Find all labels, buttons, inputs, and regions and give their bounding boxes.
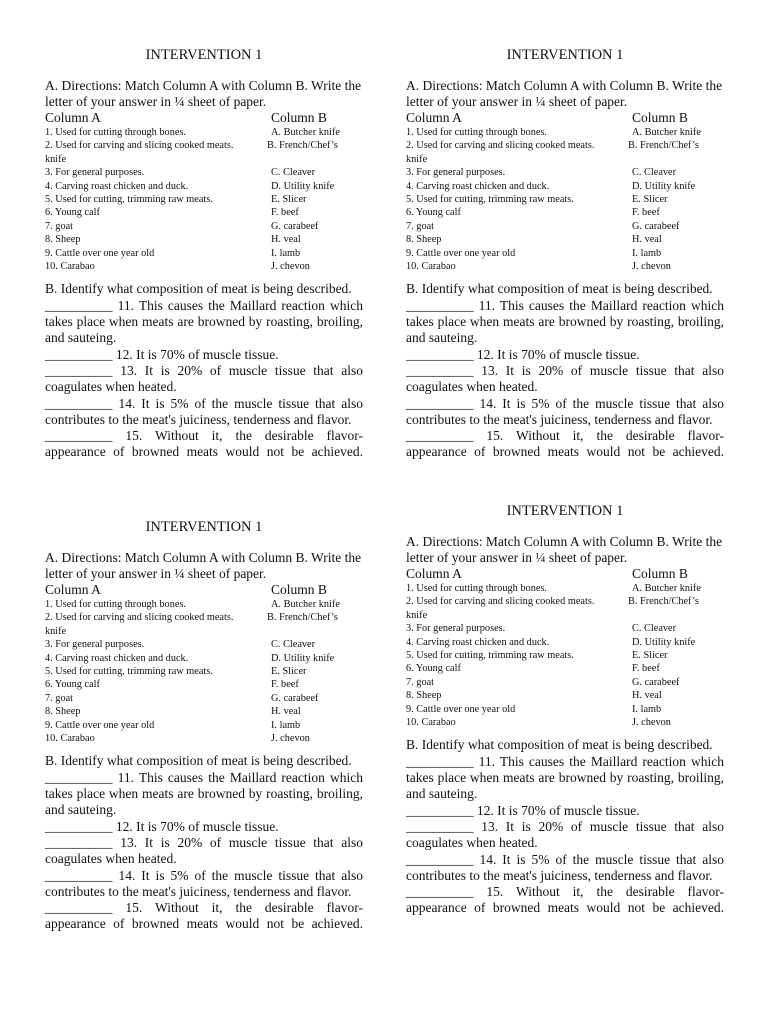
column-a-item: 6. Young calf: [45, 207, 100, 219]
column-a-item: 4. Carving roast chicken and duck.: [406, 180, 550, 192]
column-b-item: J. chevon: [632, 717, 671, 729]
identify-item: __________ 11. This causes the Maillard reaction which takes place when meats are browned by roasting, broiling, and sauteing.: [45, 769, 363, 818]
part-b-section: [45, 281, 363, 460]
column-b-item: C. Cleaver: [632, 167, 677, 179]
column-a-item: 9. Cattle over one year old: [45, 247, 155, 259]
column-b-item: A. Butcher knife: [632, 127, 701, 138]
identify-item: __________ 14. It is 5% of the muscle tissue that also contributes to the meat's juiciness, tenderness and flavor.: [45, 395, 363, 427]
match-row: [45, 247, 363, 260]
column-a-item: 1. Used for cutting through bones.: [45, 599, 186, 610]
column-b-item: E. Slicer: [632, 650, 668, 662]
column-b-header: Column B: [271, 110, 327, 125]
match-row: [45, 139, 363, 152]
part-b-heading: B. Identify what composition of meat is being described.: [406, 737, 713, 753]
column-a-item: 7. goat: [45, 220, 74, 232]
column-a-item: 2. Used for carving and slicing cooked meats.: [45, 140, 234, 152]
column-a-item: 2. Used for carving and slicing cooked meats.: [45, 612, 234, 624]
column-b-item: A. Butcher knife: [632, 583, 701, 594]
column-a-item: 4. Carving roast chicken and duck.: [406, 636, 550, 648]
column-headers: [45, 582, 363, 598]
column-a-item: 2. Used for carving and slicing cooked meats.: [406, 140, 595, 152]
column-a-item: 3. For general purposes.: [406, 167, 506, 179]
column-a-item: 9. Cattle over one year old: [406, 703, 516, 715]
column-a-item: 9. Cattle over one year old: [45, 719, 155, 731]
column-a-item: 3. For general purposes.: [45, 167, 145, 179]
column-b-item: D. Utility knife: [271, 180, 335, 192]
column-a-item: 3. For general purposes.: [45, 639, 145, 651]
match-row: [406, 582, 724, 595]
match-row: [45, 665, 363, 678]
column-a-item: 10. Carabao: [406, 261, 456, 273]
wrapped-text: knife: [406, 609, 428, 621]
match-row: [45, 652, 363, 665]
match-row: [406, 689, 724, 702]
column-b-item: D. Utility knife: [632, 636, 696, 648]
column-b-item: F. beef: [632, 207, 660, 219]
worksheet-bottom-right: [406, 502, 724, 917]
directions-text: A. Directions: Match Column A with Column B. Write the letter of your answer in ¼ sheet of paper.: [406, 534, 723, 565]
match-row: [406, 636, 724, 649]
column-b-item: J. chevon: [632, 261, 671, 273]
column-a-header: Column A: [406, 566, 462, 581]
column-headers: [45, 110, 363, 126]
worksheet-bottom-left: [45, 518, 363, 933]
match-row: [406, 622, 724, 635]
match-row: [45, 692, 363, 705]
column-a-item: 8. Sheep: [406, 234, 442, 246]
column-b-item: B. French/Chef’s: [267, 140, 338, 152]
column-b-item: B. French/Chef’s: [628, 140, 699, 152]
column-b-header: Column B: [632, 110, 688, 125]
column-a-item: 6. Young calf: [45, 679, 100, 691]
match-row: [406, 126, 724, 139]
identify-item: __________ 12. It is 70% of muscle tissue.: [406, 346, 640, 362]
worksheet-title: INTERVENTION 1: [145, 47, 263, 63]
match-row: [406, 703, 724, 716]
column-b-item: C. Cleaver: [271, 639, 316, 651]
column-b-item: E. Slicer: [632, 194, 668, 206]
directions-text: A. Directions: Match Column A with Column B. Write the letter of your answer in ¼ sheet of paper.: [45, 550, 362, 581]
column-b-item: H. veal: [632, 690, 662, 702]
column-b-item: I. lamb: [632, 703, 662, 715]
column-a-item: 3. For general purposes.: [406, 623, 506, 635]
identify-item: __________ 13. It is 20% of muscle tissue that also coagulates when heated.: [45, 834, 363, 867]
column-b-item: A. Butcher knife: [271, 599, 340, 610]
identify-item: __________ 15. Without it, the desirable flavor-appearance of browned meats would not be achieved.: [406, 884, 724, 916]
part-b-section: [406, 737, 724, 916]
part-b-heading: B. Identify what composition of meat is being described.: [406, 281, 713, 297]
wrapped-text: knife: [45, 153, 67, 165]
column-a-item: 5. Used for cutting, trimming raw meats.: [45, 194, 213, 206]
column-b-header: Column B: [271, 582, 327, 597]
worksheet-title: INTERVENTION 1: [506, 47, 624, 63]
column-a-item: 1. Used for cutting through bones.: [406, 583, 547, 594]
identify-item: __________ 13. It is 20% of muscle tissue that also coagulates when heated.: [406, 818, 724, 851]
column-b-item: A. Butcher knife: [271, 127, 340, 138]
column-a-item: 8. Sheep: [406, 690, 442, 702]
column-b-item: H. veal: [271, 706, 301, 718]
match-row: [406, 206, 724, 219]
match-row: [406, 260, 724, 273]
column-b-item: B. French/Chef’s: [628, 596, 699, 608]
identify-item: __________ 15. Without it, the desirable flavor-appearance of browned meats would not be achieved.: [406, 428, 724, 460]
column-headers: [406, 110, 724, 126]
match-row: [45, 180, 363, 193]
worksheet-top-right: [406, 46, 724, 461]
worksheet-title: INTERVENTION 1: [506, 503, 624, 519]
match-row: [45, 233, 363, 246]
wrapped-text: knife: [45, 625, 67, 637]
match-row: [406, 220, 724, 233]
match-row: [45, 638, 363, 651]
column-b-item: G. carabeef: [632, 220, 680, 232]
worksheet-top-left: [45, 46, 363, 461]
match-row: [406, 716, 724, 729]
column-b-item: B. French/Chef’s: [267, 612, 338, 624]
match-row: [406, 247, 724, 260]
column-b-item: C. Cleaver: [632, 623, 677, 635]
column-a-item: 4. Carving roast chicken and duck.: [45, 180, 189, 192]
column-a-item: 5. Used for cutting, trimming raw meats.: [406, 194, 574, 206]
wrapped-text: knife: [406, 153, 428, 165]
match-row: [45, 193, 363, 206]
identify-item: __________ 12. It is 70% of muscle tissue.: [45, 818, 279, 834]
part-b-section: [45, 753, 363, 932]
column-a-item: 8. Sheep: [45, 234, 81, 246]
match-row: [406, 193, 724, 206]
column-b-item: F. beef: [271, 679, 299, 691]
match-row: [406, 180, 724, 193]
column-b-item: E. Slicer: [271, 666, 307, 678]
column-b-item: G. carabeef: [271, 692, 319, 704]
column-b-header: Column B: [632, 566, 688, 581]
column-b-item: I. lamb: [632, 247, 662, 259]
column-a-item: 1. Used for cutting through bones.: [406, 127, 547, 138]
column-a-item: 5. Used for cutting, trimming raw meats.: [406, 650, 574, 662]
directions-text: A. Directions: Match Column A with Column B. Write the letter of your answer in ¼ sheet of paper.: [406, 78, 723, 109]
identify-item: __________ 11. This causes the Maillard reaction which takes place when meats are browned by roasting, broiling, and sauteing.: [406, 753, 724, 802]
directions-text: A. Directions: Match Column A with Column B. Write the letter of your answer in ¼ sheet of paper.: [45, 78, 362, 109]
column-b-item: F. beef: [632, 663, 660, 675]
column-b-item: E. Slicer: [271, 194, 307, 206]
column-b-item: G. carabeef: [632, 676, 680, 688]
match-row: [45, 611, 363, 624]
match-row: [45, 220, 363, 233]
match-row: [45, 719, 363, 732]
identify-item: __________ 11. This causes the Maillard reaction which takes place when meats are browned by roasting, broiling, and sauteing.: [406, 297, 724, 346]
match-row: [45, 732, 363, 745]
part-b-heading: B. Identify what composition of meat is being described.: [45, 753, 352, 769]
column-a-item: 10. Carabao: [406, 717, 456, 729]
part-b-section: [406, 281, 724, 460]
column-b-item: D. Utility knife: [632, 180, 696, 192]
match-row: [45, 598, 363, 611]
column-b-item: I. lamb: [271, 719, 301, 731]
column-a-item: 7. goat: [406, 676, 435, 688]
identify-item: __________ 11. This causes the Maillard reaction which takes place when meats are browned by roasting, broiling, and sauteing.: [45, 297, 363, 346]
column-a-item: 6. Young calf: [406, 663, 461, 675]
match-row: [45, 705, 363, 718]
column-a-item: 10. Carabao: [45, 733, 95, 745]
identify-item: __________ 12. It is 70% of muscle tissue.: [45, 346, 279, 362]
identify-item: __________ 13. It is 20% of muscle tissue that also coagulates when heated.: [45, 362, 363, 395]
match-row: [45, 206, 363, 219]
match-row: [406, 662, 724, 675]
identify-item: __________ 12. It is 70% of muscle tissue.: [406, 802, 640, 818]
match-row: [406, 233, 724, 246]
match-row: [406, 676, 724, 689]
match-row: [45, 678, 363, 691]
worksheet-title: INTERVENTION 1: [145, 519, 263, 535]
column-b-item: J. chevon: [271, 733, 310, 745]
column-a-item: 7. goat: [406, 220, 435, 232]
identify-item: __________ 14. It is 5% of the muscle tissue that also contributes to the meat's juiciness, tenderness and flavor.: [45, 867, 363, 899]
column-b-item: C. Cleaver: [271, 167, 316, 179]
column-a-item: 10. Carabao: [45, 261, 95, 273]
identify-item: __________ 15. Without it, the desirable flavor-appearance of browned meats would not be achieved.: [45, 900, 363, 932]
match-row: [406, 649, 724, 662]
identify-item: __________ 14. It is 5% of the muscle tissue that also contributes to the meat's juiciness, tenderness and flavor.: [406, 851, 724, 883]
match-row: [45, 166, 363, 179]
column-a-header: Column A: [45, 582, 101, 597]
identify-item: __________ 13. It is 20% of muscle tissue that also coagulates when heated.: [406, 362, 724, 395]
match-row: [406, 139, 724, 152]
column-a-header: Column A: [406, 110, 462, 125]
column-a-item: 8. Sheep: [45, 706, 81, 718]
column-a-item: 2. Used for carving and slicing cooked meats.: [406, 596, 595, 608]
match-row: [45, 260, 363, 273]
column-b-item: F. beef: [271, 207, 299, 219]
column-b-item: J. chevon: [271, 261, 310, 273]
column-b-item: D. Utility knife: [271, 652, 335, 664]
column-a-item: 1. Used for cutting through bones.: [45, 127, 186, 138]
column-b-item: I. lamb: [271, 247, 301, 259]
column-b-item: G. carabeef: [271, 220, 319, 232]
column-b-item: H. veal: [271, 234, 301, 246]
column-a-item: 4. Carving roast chicken and duck.: [45, 652, 189, 664]
column-a-item: 5. Used for cutting, trimming raw meats.: [45, 666, 213, 678]
column-headers: [406, 566, 724, 582]
identify-item: __________ 14. It is 5% of the muscle tissue that also contributes to the meat's juiciness, tenderness and flavor.: [406, 395, 724, 427]
match-row: [45, 126, 363, 139]
match-row: [406, 595, 724, 608]
column-a-header: Column A: [45, 110, 101, 125]
column-b-item: H. veal: [632, 234, 662, 246]
column-a-item: 9. Cattle over one year old: [406, 247, 516, 259]
part-b-heading: B. Identify what composition of meat is being described.: [45, 281, 352, 297]
identify-item: __________ 15. Without it, the desirable flavor-appearance of browned meats would not be achieved.: [45, 428, 363, 460]
column-a-item: 6. Young calf: [406, 207, 461, 219]
match-row: [406, 166, 724, 179]
column-a-item: 7. goat: [45, 692, 74, 704]
